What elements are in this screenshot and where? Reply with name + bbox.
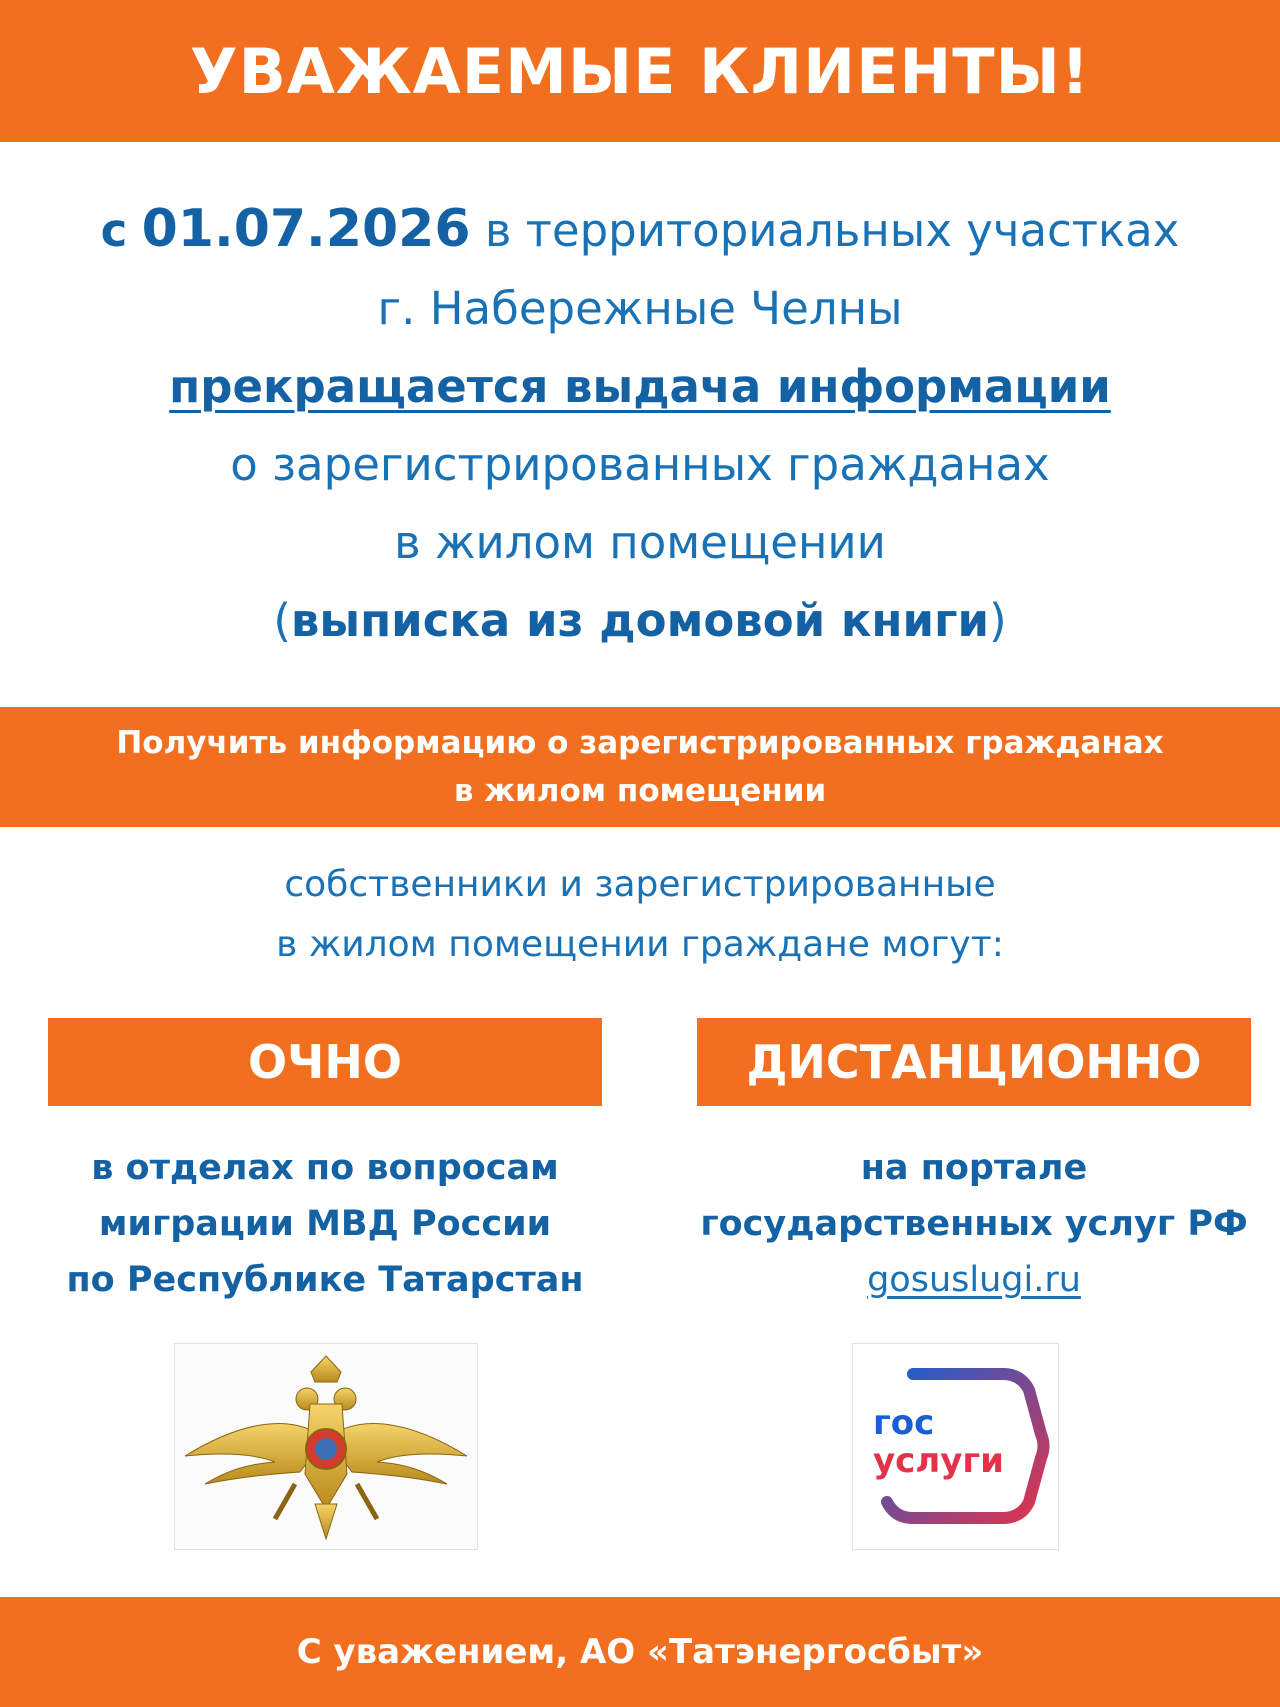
mvd-eagle-emblem-icon — [175, 1344, 477, 1549]
info-banner-line-1: Получить информацию о зарегистрированных гражданах — [116, 725, 1164, 761]
notice-line-6 — [0, 582, 1280, 660]
notice-line-6-text: выписка из домовой книги — [290, 594, 990, 647]
notice-line-3-emphasis: прекращается выдача информации — [169, 360, 1111, 413]
in-person-line-3: по Республике Татарстан — [66, 1260, 584, 1300]
remote-heading-label: ДИСТАНЦИОННО — [746, 1035, 1202, 1089]
remote-heading — [697, 1018, 1251, 1106]
remote-line-1: на портале — [860, 1148, 1088, 1188]
gosuslugi-link[interactable]: gosuslugi.ru — [867, 1260, 1081, 1300]
gosuslugi-logo-icon — [853, 1344, 1058, 1549]
info-banner — [0, 707, 1280, 827]
paren-open: ( — [273, 594, 291, 647]
notice-line-5: в жилом помещении — [394, 516, 886, 569]
mvd-emblem-image — [174, 1343, 478, 1550]
info-banner-line-2: в жилом помещении — [453, 773, 827, 809]
in-person-line-2: миграции МВД России — [98, 1204, 552, 1244]
notice-line-1-rest: в территориальных участках — [484, 204, 1180, 257]
who-line-2: в жилом помещении граждане могут: — [276, 924, 1004, 965]
eligible-persons-text — [0, 855, 1280, 975]
footer-signature: С уважением, АО «Татэнергосбыт» — [296, 1632, 984, 1672]
page-title: УВАЖАЕМЫЕ КЛИЕНТЫ! — [189, 34, 1091, 108]
remote-description — [664, 1140, 1280, 1308]
paren-close: ) — [989, 594, 1007, 647]
notice-date: 01.07.2026 — [141, 199, 471, 259]
footer-banner — [0, 1597, 1280, 1707]
notice-prefix: с — [100, 204, 128, 257]
header-banner — [0, 0, 1280, 142]
gosuslugi-logo-image — [852, 1343, 1059, 1550]
in-person-heading — [48, 1018, 602, 1106]
remote-line-2: государственных услуг РФ — [700, 1204, 1248, 1244]
in-person-heading-label: ОЧНО — [248, 1035, 402, 1089]
gosuslugi-logo-text-2: услуги — [873, 1441, 1004, 1481]
in-person-description — [15, 1140, 635, 1308]
notice-block — [0, 190, 1280, 660]
notice-line-1 — [0, 190, 1280, 270]
notice-line-2: г. Набережные Челны — [377, 282, 903, 335]
in-person-line-1: в отделах по вопросам — [91, 1148, 559, 1188]
who-line-1: собственники и зарегистрированные — [284, 864, 996, 905]
notice-line-4: о зарегистрированных гражданах — [230, 438, 1050, 491]
gosuslugi-logo-text-1: гос — [873, 1403, 935, 1443]
